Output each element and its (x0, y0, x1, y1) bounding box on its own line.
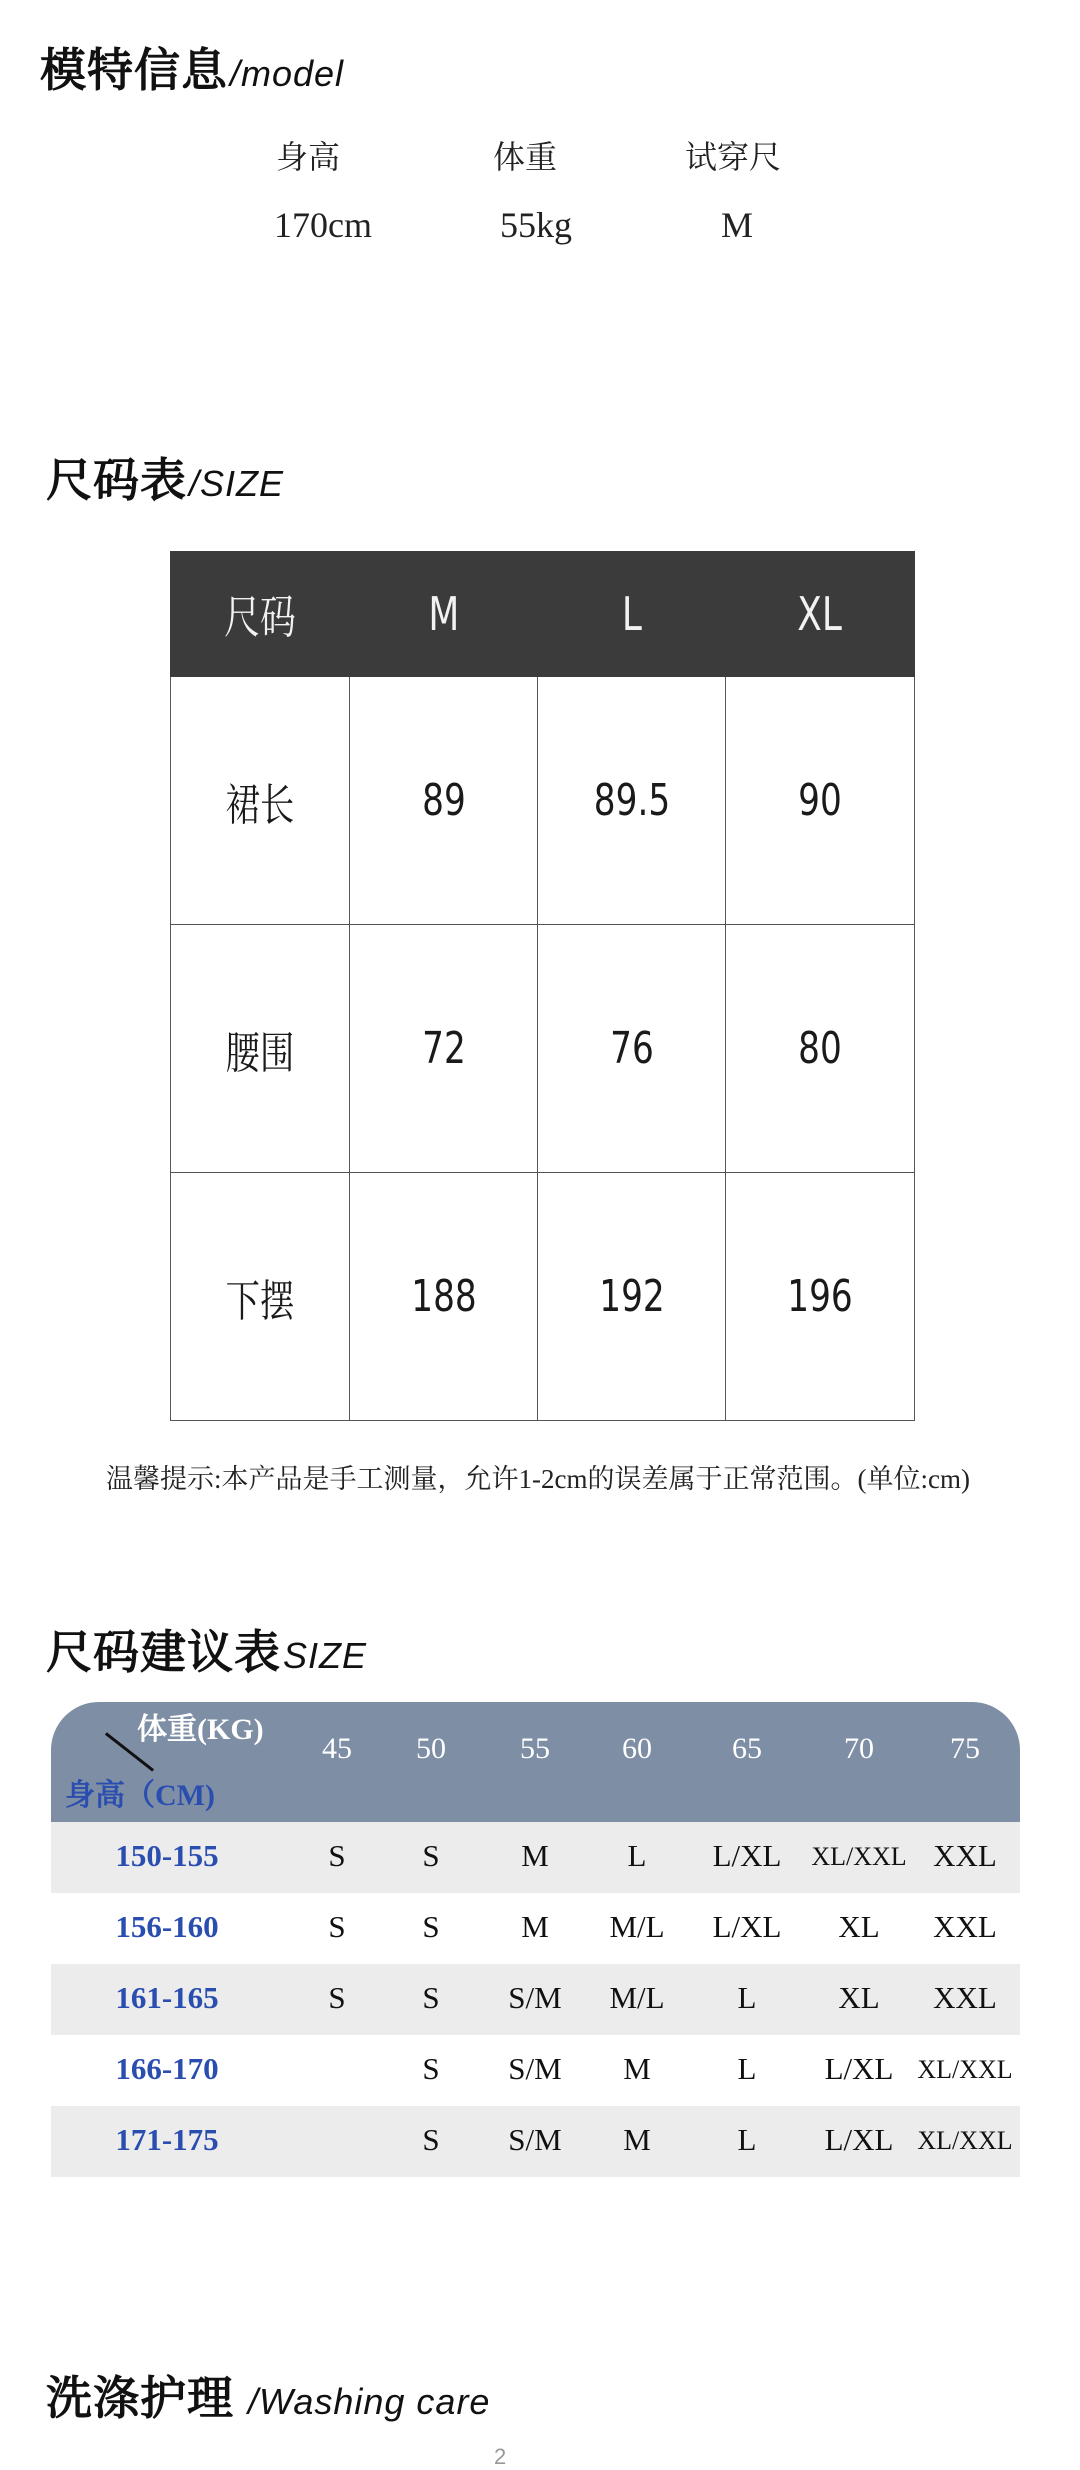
model-weight-header: 体重 (493, 138, 558, 176)
height-range-cell: 161-165 (115, 1980, 219, 2015)
model-subtitle: /model (230, 53, 345, 94)
row-label-cell: 腰围 (171, 925, 350, 1173)
model-size-header: 试穿尺 (685, 138, 782, 176)
table-cell: 76 (538, 925, 726, 1173)
size-suggestion-cell: S (422, 1838, 440, 1873)
size-suggestion-cell: S/M (508, 2122, 562, 2157)
suggestion-header-row (51, 1702, 1020, 1822)
size-suggestion-cell: L (737, 2122, 757, 2157)
table-cell: 89.5 (538, 677, 726, 925)
suggest-title: 尺码建议表 (46, 1625, 281, 1679)
table-cell: 196 (726, 1173, 915, 1421)
row-label-cell: 下摆 (171, 1173, 350, 1421)
size-suggestion-cell: S/M (508, 1980, 562, 2015)
size-header-cell: L (538, 552, 726, 677)
size-suggestion-cell: XL/XXL (811, 1842, 907, 1871)
suggestion-body (51, 1822, 1020, 2177)
weight-column-header: 75 (950, 1732, 980, 1765)
size-suggestion-cell: XXL (933, 1980, 997, 2015)
table-cell: 89 (350, 677, 538, 925)
model-size-value: M (721, 205, 754, 245)
size-suggestion-cell: M (623, 2122, 651, 2157)
size-title: 尺码表 (46, 453, 187, 507)
size-suggestion-cell: L/XL (824, 2051, 894, 2086)
size-suggestion-cell: XXL (933, 1838, 997, 1873)
model-height-value: 170cm (274, 205, 372, 245)
page-number: 2 (494, 2444, 507, 2469)
table-row (171, 1173, 915, 1421)
size-suggestion-cell: M/L (609, 1909, 665, 1944)
size-suggestion-cell: M (521, 1909, 549, 1944)
size-suggestion-cell: M (521, 1838, 549, 1873)
size-header-cell: 尺码 (171, 552, 350, 677)
table-row (51, 1822, 1020, 1893)
table-cell: 90 (726, 677, 915, 925)
size-subtitle: /SIZE (189, 463, 285, 504)
weight-column-header: 60 (622, 1732, 652, 1765)
size-suggestion-cell: L/XL (824, 2122, 894, 2157)
care-subtitle: /Washing care (248, 2381, 491, 2422)
size-header-cell: M (350, 552, 538, 677)
table-row (171, 677, 915, 925)
size-suggestion-cell: S (422, 2051, 440, 2086)
size-suggestion-cell: S (328, 1980, 346, 2015)
suggest-section-title (46, 1616, 367, 1682)
size-header-cell: XL (726, 552, 915, 677)
weight-column-header: 55 (520, 1732, 550, 1765)
size-suggestion-table (51, 1702, 1020, 2177)
size-suggestion-cell: S (422, 2122, 440, 2157)
measurement-note: 温馨提示:本产品是手工测量，允许1-2cm的误差属于正常范围。(单位:cm) (106, 1464, 970, 1494)
size-suggestion-cell: XL/XXL (917, 2126, 1013, 2155)
care-title: 洗涤护理 (46, 2371, 234, 2425)
size-suggestion-cell: M (623, 2051, 651, 2086)
model-section-title (40, 34, 344, 100)
size-suggestion-cell: L (737, 1980, 757, 2015)
size-suggestion-cell: M/L (609, 1980, 665, 2015)
table-row (51, 2106, 1020, 2177)
size-suggestion-cell: S (422, 1909, 440, 1944)
table-cell: 72 (350, 925, 538, 1173)
size-suggestion-cell: L/XL (712, 1909, 782, 1944)
height-range-cell: 166-170 (115, 2051, 219, 2086)
row-label-cell: 裙长 (171, 677, 350, 925)
table-cell: 188 (350, 1173, 538, 1421)
weight-column-header: 65 (732, 1732, 762, 1765)
size-suggestion-cell: L (737, 2051, 757, 2086)
height-axis-label: 身高（CM) (65, 1779, 215, 1812)
weight-column-header: 45 (322, 1732, 352, 1765)
table-row (171, 925, 915, 1173)
height-range-cell: 171-175 (115, 2122, 219, 2157)
suggest-subtitle: SIZE (283, 1635, 368, 1676)
size-suggestion-cell: XL/XXL (917, 2055, 1013, 2084)
size-suggestion-cell: L/XL (712, 1838, 782, 1873)
size-suggestion-cell: S (328, 1909, 346, 1944)
size-table-header-row (171, 552, 915, 677)
model-title: 模特信息 (40, 43, 228, 97)
size-suggestion-cell: L (627, 1838, 647, 1873)
size-suggestion-cell: XXL (933, 1909, 997, 1944)
model-weight-value: 55kg (500, 205, 572, 245)
table-cell: 192 (538, 1173, 726, 1421)
table-row (51, 1964, 1020, 2035)
table-row (51, 1893, 1020, 1964)
weight-axis-label: 体重(KG) (137, 1713, 264, 1746)
weight-column-header: 50 (416, 1732, 446, 1765)
size-suggestion-cell: S (328, 1838, 346, 1873)
size-suggestion-cell: XL (838, 1909, 880, 1944)
size-table (170, 551, 915, 1421)
size-suggestion-cell: S (422, 1980, 440, 2015)
size-suggestion-cell: XL (838, 1980, 880, 2015)
size-suggestion-cell: S/M (508, 2051, 562, 2086)
table-cell: 80 (726, 925, 915, 1173)
height-range-cell: 156-160 (115, 1909, 219, 1944)
care-section-title (46, 2362, 490, 2428)
model-height-header: 身高 (276, 138, 341, 176)
weight-column-header: 70 (844, 1732, 874, 1765)
table-row (51, 2035, 1020, 2106)
size-section-title (46, 444, 284, 510)
height-range-cell: 150-155 (115, 1838, 219, 1873)
